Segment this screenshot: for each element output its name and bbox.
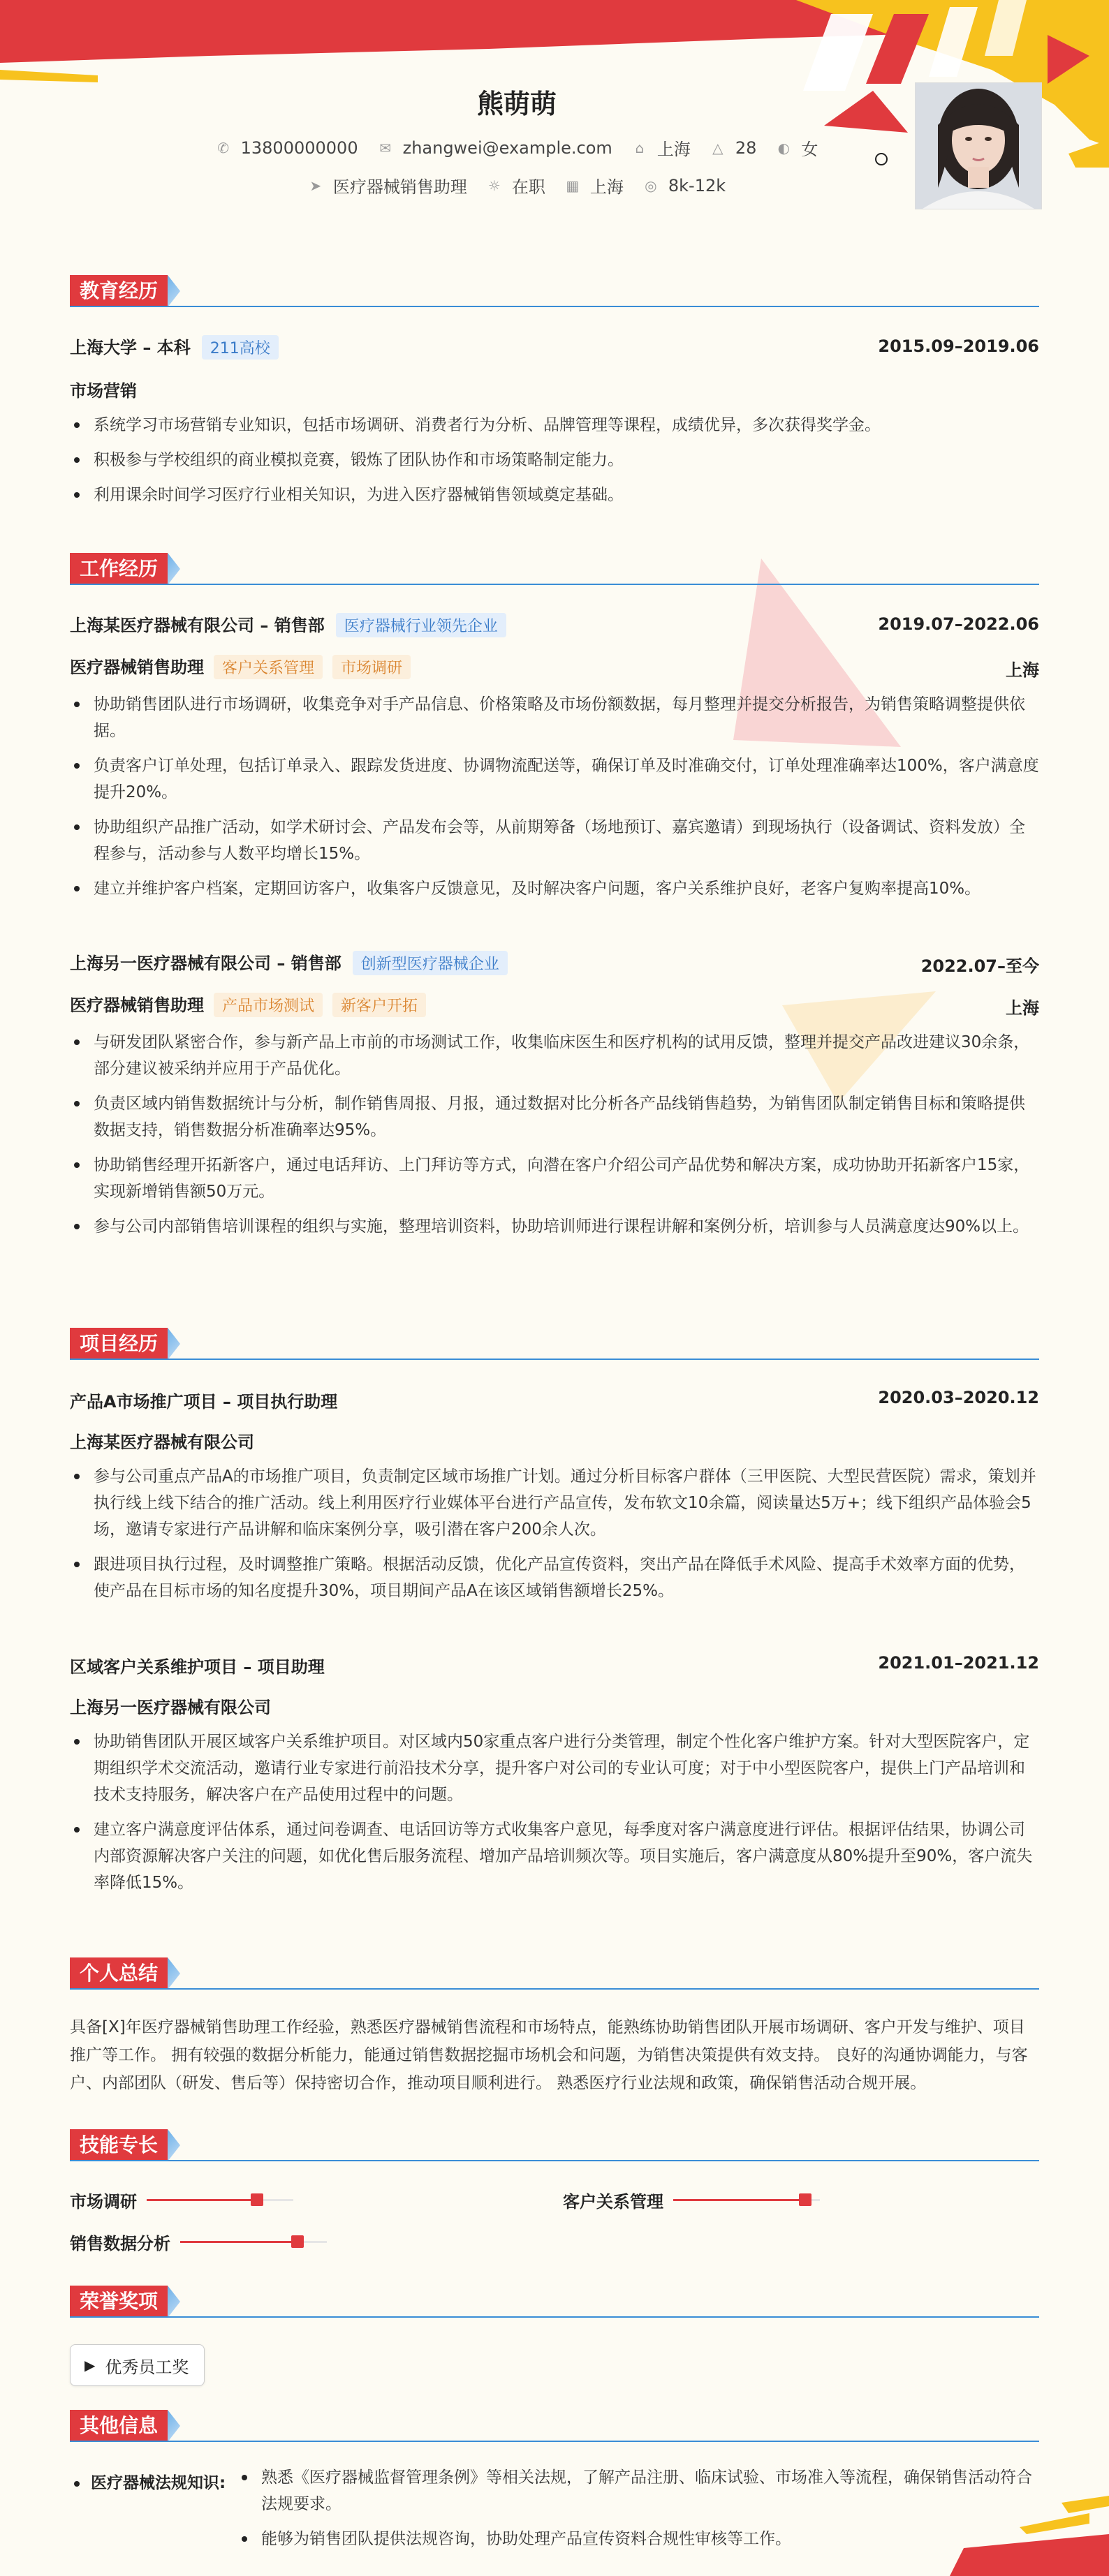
list-item: 利用课余时间学习医疗行业相关知识，为进入医疗器械销售领域奠定基础。 [70, 482, 1039, 508]
target-city: 上海 [589, 177, 624, 197]
skill-fill [673, 2199, 805, 2201]
phone: 13800000000 [240, 138, 358, 158]
salary-icon: ◎ [645, 177, 657, 194]
skill-knob [799, 2193, 811, 2206]
role-tag: 客户关系管理 [214, 655, 323, 679]
contact-row [0, 135, 1034, 160]
avatar [915, 82, 1042, 209]
job-target: 医疗器械销售助理 [332, 177, 467, 197]
list-item: 建立并维护客户档案，定期回访客户，收集客户反馈意见，及时解决客户问题，客户关系维护良好，老客户复购率提高10%。 [70, 875, 1039, 902]
award-name: 优秀员工奖 [105, 2357, 189, 2377]
list-item: 跟进项目执行过程，及时调整推广策略。根据活动反馈，优化产品宣传资料，突出产品在降低手术风险、提高手术效率方面的优势，使产品在目标市场的知名度提升30%，项目期间产品A在该区域销售额增长25%。 [70, 1551, 1039, 1604]
school-name: 上海大学 – 本科 [70, 338, 191, 357]
section-awards [70, 2286, 180, 2318]
section-awards-title: 荣誉奖项 [70, 2286, 168, 2318]
skill-customer-relations [563, 2188, 820, 2212]
skill-data-analysis [70, 2230, 327, 2254]
award-item [70, 2344, 205, 2386]
work-2-bullets [70, 1029, 1039, 1248]
list-item: 协助销售团队开展区域客户关系维护项目。对区域内50家重点客户进行分类管理，制定个性化客户维护方案。针对大型医院客户，定期组织学术交流活动，邀请行业专家进行前沿技术分享，提升客户对公司的专业认可度；对于中小型医院客户，提供上门产品培训和技术支持服务，解决客户在产品使用过程中的问题。 [70, 1729, 1039, 1808]
role-tag: 新客户开拓 [332, 993, 426, 1017]
education-bullets [70, 412, 1039, 517]
send-icon: ➤ [309, 177, 322, 194]
section-skills-title: 技能专长 [70, 2129, 168, 2161]
bullet-dot [74, 2481, 80, 2487]
work-1-city: 上海 [1006, 660, 1039, 680]
role-name: 医疗器械销售助理 [70, 995, 204, 1015]
work-2-date: 2022.07–至今 [920, 956, 1039, 976]
list-item: 参与公司内部销售培训课程的组织与实施，整理培训资料，协助培训师进行课程讲解和案例分析，培训参与人员满意度达90%以上。 [70, 1213, 1039, 1240]
phone-icon: ✆ [217, 139, 229, 156]
section-tail [168, 1328, 180, 1360]
skill-fill [147, 2199, 257, 2201]
list-item: 与研发团队紧密合作，参与新产品上市前的市场测试工作，收集临床医生和医疗机构的试用反馈，整理并提交产品改进建议30余条，部分建议被采纳并应用于产品优化。 [70, 1029, 1039, 1082]
project-1-company: 上海某医疗器械有限公司 [70, 1433, 254, 1452]
list-item: 协助组织产品推广活动，如学术研讨会、产品发布会等，从前期筹备（场地预订、嘉宾邀请）到现场执行（设备调试、资料发放）全程参与，活动参与人数平均增长15%。 [70, 814, 1039, 867]
skill-market-research [70, 2188, 293, 2212]
work-1-role [70, 653, 1039, 679]
gender-icon: ◐ [777, 139, 791, 156]
section-other-title: 其他信息 [70, 2410, 168, 2442]
work-2-city: 上海 [1006, 998, 1039, 1018]
list-item: 建立客户满意度评估体系，通过问卷调查、电话回访等方式收集客户意见，每季度对客户满意度进行评估。根据评估结果，协调公司内部资源解决客户关注的问题，如优化售后服务流程、增加产品培训频次等。项目实施后，客户满意度从80%提升至90%，客户流失率降低15%。 [70, 1816, 1039, 1896]
section-tail [168, 275, 180, 307]
company-name: 上海某医疗器械有限公司 – 销售部 [70, 616, 325, 635]
skill-name: 市场调研 [70, 2192, 137, 2212]
section-skills [70, 2129, 180, 2161]
section-tail [168, 1957, 180, 1990]
project-2-bullets [70, 1729, 1039, 1904]
section-summary [70, 1957, 180, 1990]
section-divider [70, 1359, 1039, 1360]
project-2-title: 区域客户关系维护项目 – 项目助理 [70, 1657, 325, 1677]
work-2-company [70, 949, 1039, 975]
gender: 女 [801, 140, 818, 159]
list-item: 协助销售团队进行市场调研，收集竞争对手产品信息、价格策略及市场份额数据，每月整理并提交分析报告，为销售策略调整提供依据。 [70, 691, 1039, 744]
summary-text: 具备[X]年医疗器械销售助理工作经验，熟悉医疗器械销售流程和市场特点，能熟练协助销售团队开展市场调研、客户开发与维护、项目推广等工作。 拥有较强的数据分析能力，能通过销售数据挖掘市场机会和问题，为销售决策提供有效支持。 良好的沟通协调能力，与客户、内部团队（研发、售后等）保持密切合作，推动项目顺利进行。 熟悉医疗行业法规和政策，确保销售活动合规开展。 [70, 2018, 1028, 2092]
status-icon: ☼ [487, 177, 501, 194]
project-1-title: 产品A市场推广项目 – 项目执行助理 [70, 1392, 338, 1412]
company-tag: 创新型医疗器械企业 [353, 951, 508, 975]
home-icon: ⌂ [635, 139, 645, 156]
section-divider [70, 1988, 1039, 1990]
location: 上海 [656, 140, 691, 159]
skill-knob [291, 2235, 304, 2248]
education-major: 市场营销 [70, 381, 137, 401]
list-item: 参与公司重点产品A的市场推广项目，负责制定区域市场推广计划。通过分析目标客户群体（三甲医院、大型民营医院）需求，策划并执行线上线下结合的推广活动。线上利用医疗行业媒体平台进行产品宣传，发布软文10余篇，阅读量达5万+；线下组织产品体验会5场，邀请专家进行产品讲解和临床案例分享，吸引潜在客户200余人次。 [70, 1463, 1039, 1543]
list-item: 协助销售经理开拓新客户，通过电话拜访、上门拜访等方式，向潜在客户介绍公司产品优势和解决方案，成功协助开拓新客户15家，实现新增销售额50万元。 [70, 1152, 1039, 1205]
list-item: 积极参与学校组织的商业模拟竞赛，锻炼了团队协作和市场策略制定能力。 [70, 447, 1039, 473]
section-tail [168, 2129, 180, 2161]
email-icon: ✉ [379, 139, 391, 156]
candidate-name: 熊萌萌 [476, 89, 557, 119]
role-tag: 市场调研 [332, 655, 411, 679]
section-summary-title: 个人总结 [70, 1957, 168, 1990]
skill-bar [180, 2241, 327, 2243]
section-divider [70, 2160, 1039, 2161]
project-1-date: 2020.03–2020.12 [878, 1388, 1039, 1407]
email: zhangwei@example.com [402, 138, 612, 158]
play-icon: ▶ [85, 2357, 96, 2374]
list-item: 系统学习市场营销专业知识，包括市场调研、消费者行为分析、品牌管理等课程，成绩优异，多次获得奖学金。 [70, 412, 1039, 438]
section-work-title: 工作经历 [70, 553, 168, 585]
school-tag: 211高校 [202, 335, 279, 360]
list-item: 能够为销售团队提供法规咨询，协助处理产品宣传资料合规性审核等工作。 [237, 2526, 1039, 2552]
skill-fill [180, 2241, 298, 2243]
skill-bar [673, 2199, 820, 2201]
section-education-title: 教育经历 [70, 275, 168, 307]
section-divider [70, 2441, 1039, 2442]
other-bullets [237, 2464, 1039, 2561]
project-2-date: 2021.01–2021.12 [878, 1653, 1039, 1673]
role-name: 医疗器械销售助理 [70, 658, 204, 677]
company-name: 上海另一医疗器械有限公司 – 销售部 [70, 954, 341, 973]
job-intent-row [0, 173, 1034, 198]
avatar-portrait [916, 83, 1041, 209]
skill-knob [251, 2193, 263, 2206]
list-item: 负责区域内销售数据统计与分析，制作销售周报、月报，通过数据对比分析各产品线销售趋势，为销售团队制定销售目标和策略提供数据支持，销售数据分析准确率达95%。 [70, 1090, 1039, 1143]
skill-name: 客户关系管理 [563, 2192, 663, 2212]
job-status: 在职 [511, 177, 545, 197]
company-tag: 医疗器械行业领先企业 [336, 613, 506, 637]
age: 28 [735, 138, 757, 158]
skill-bar [147, 2199, 293, 2201]
other-key [70, 2470, 226, 2493]
section-tail [168, 2410, 180, 2442]
work-1-bullets [70, 691, 1039, 910]
section-tail [168, 553, 180, 585]
section-project [70, 1328, 180, 1360]
work-1-date: 2019.07–2022.06 [878, 614, 1039, 634]
list-item: 熟悉《医疗器械监督管理条例》等相关法规，了解产品注册、临床试验、市场准入等流程，确保销售活动符合法规要求。 [237, 2464, 1039, 2517]
project-1-bullets [70, 1463, 1039, 1613]
salary: 8k-12k [668, 175, 726, 195]
other-key-label: 医疗器械法规知识: [91, 2474, 226, 2492]
section-divider [70, 584, 1039, 585]
section-divider [70, 306, 1039, 307]
section-tail [168, 2286, 180, 2318]
list-item: 负责客户订单处理，包括订单录入、跟踪发货进度、协调物流配送等，确保订单及时准确交付，订单处理准确率达100%，客户满意度提升20%。 [70, 753, 1039, 806]
section-work [70, 553, 180, 585]
work-2-role [70, 991, 1039, 1017]
section-education [70, 275, 180, 307]
building-icon: ▦ [566, 177, 580, 194]
project-2-company: 上海另一医疗器械有限公司 [70, 1698, 271, 1717]
skill-name: 销售数据分析 [70, 2234, 170, 2253]
education-date: 2015.09–2019.06 [878, 336, 1039, 356]
age-icon: △ [712, 139, 724, 156]
section-divider [70, 2316, 1039, 2318]
section-other [70, 2410, 180, 2442]
section-project-title: 项目经历 [70, 1328, 168, 1360]
role-tag: 产品市场测试 [214, 993, 323, 1017]
